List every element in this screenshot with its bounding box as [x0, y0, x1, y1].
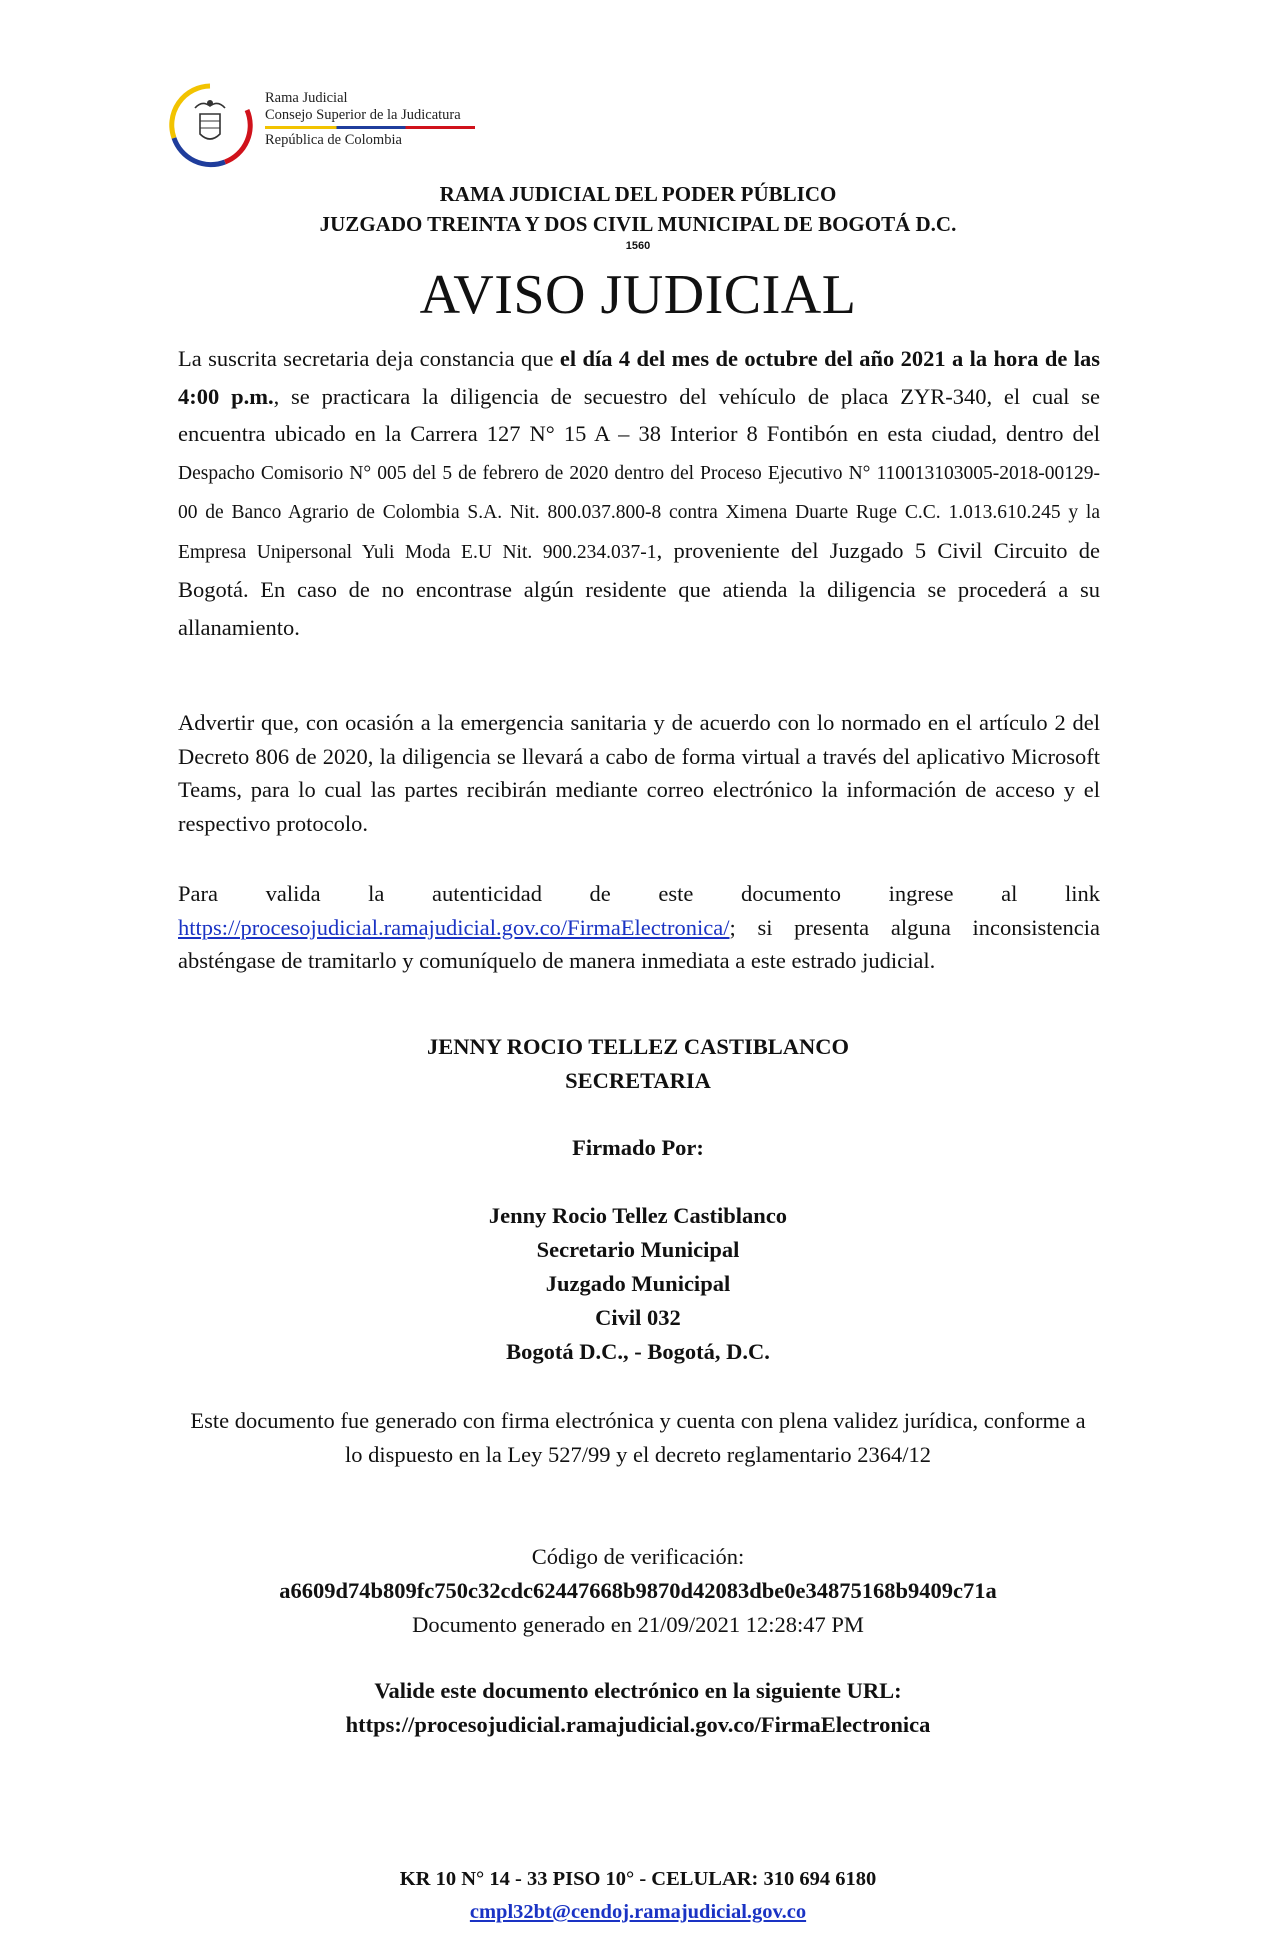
document-number: 1560	[625, 240, 651, 252]
paragraph-authenticity	[178, 877, 1100, 978]
legal-note	[190, 1404, 1086, 1472]
generated-date: Documento generado en 21/09/2021 12:28:47 PM	[412, 1612, 864, 1637]
signer-name: JENNY ROCIO TELLEZ CASTIBLANCO	[427, 1034, 849, 1059]
signature-block	[0, 1030, 1276, 1098]
signer-role: SECRETARIA	[565, 1068, 711, 1093]
logo-line-1: Rama Judicial	[265, 90, 348, 106]
header-line-2: JUZGADO TREINTA Y DOS CIVIL MUNICIPAL DE BOGOTÁ D.C.	[319, 212, 957, 236]
p1-date-time: el día 4 del mes de octubre del año 2021 a la hora de las 4:00 p.m.	[178, 346, 1100, 409]
p3-text-a: Para valida la autenticidad de este documento ingrese al link	[178, 881, 1100, 906]
signed-by-city: Bogotá D.C., - Bogotá, D.C.	[506, 1339, 770, 1364]
validate-label: Valide este documento electrónico en la siguiente URL:	[374, 1678, 902, 1703]
p1-text-e: , proveniente del Juzgado 5 Civil Circuito de Bogotá. En caso de no encontrase algún residente que atienda la diligencia se procederá a su allanamiento.	[178, 537, 1100, 640]
logo-line-2: Consejo Superior de la Judicatura	[265, 107, 461, 123]
rama-judicial-logo	[165, 80, 495, 180]
verification-code: a6609d74b809fc750c32cdc62447668b9870d42083dbe0e34875168b9409c71a	[279, 1578, 997, 1603]
coat-of-arms-icon	[165, 80, 255, 170]
signed-by-block	[0, 1199, 1276, 1369]
authenticity-link[interactable]: https://procesojudicial.ramajudicial.gov.co/FirmaElectronica/	[178, 914, 730, 940]
signed-by-name: Jenny Rocio Tellez Castiblanco	[488, 1203, 788, 1228]
verification-label: Código de verificación:	[531, 1544, 745, 1569]
p3-text-b: ; si presenta alguna inconsistencia absténgase de tramitarlo y comuníquelo de manera inmediata a este estrado judicial.	[178, 914, 1100, 973]
validate-block	[0, 1674, 1276, 1742]
paragraph-virtual-hearing: Advertir que, con ocasión a la emergencia sanitaria y de acuerdo con lo normado en el artículo 2 del Decreto 806 de 2020, la diligencia se llevará a cabo de forma virtual a través del aplicativo Microsoft Teams, para lo cual las partes recibirán mediante correo electrónico la información de acceso y el respectivo protocolo.	[178, 710, 1100, 836]
logo-line-3: República de Colombia	[265, 132, 402, 148]
signed-by-court-number: Civil 032	[595, 1305, 681, 1330]
validate-url: https://procesojudicial.ramajudicial.gov.co/FirmaElectronica	[345, 1712, 931, 1737]
p1-text-c: , se practicara la diligencia de secuestro del vehículo de placa ZYR-340, el cual se encuentra ubicado en la Carrera 127 N° 15 A – 38 Interior 8 Fontibón en esta ciudad, dentro del	[178, 383, 1100, 446]
p1-text-a: La suscrita secretaria deja constancia que	[178, 346, 560, 371]
page-title: AVISO JUDICIAL	[419, 264, 857, 326]
signed-by-court: Juzgado Municipal	[545, 1271, 731, 1296]
header-line-1: RAMA JUDICIAL DEL PODER PÚBLICO	[439, 182, 837, 206]
verification-block	[0, 1540, 1276, 1642]
signed-by-position: Secretario Municipal	[536, 1237, 740, 1262]
footer-email-link[interactable]: cmpl32bt@cendoj.ramajudicial.gov.co	[469, 1901, 807, 1923]
p1-process-details: Despacho Comisorio N° 005 del 5 de febrero de 2020 dentro del Proceso Ejecutivo N° 110013103005-2018-00129-00 de Banco Agrario de Colombia S.A. Nit. 800.037.800-8 contra Ximena Duarte Ruge C.C. 1.013.610.245 y la Empresa Unipersonal Yuli Moda E.U Nit. 900.234.037-1	[178, 462, 1100, 563]
flag-rule	[265, 126, 475, 129]
paragraph-notice	[178, 340, 1100, 646]
logo-text	[265, 90, 475, 149]
footer-address: KR 10 N° 14 - 33 PISO 10° - CELULAR: 310 694 6180	[399, 1868, 877, 1890]
signed-by-label: Firmado Por:	[572, 1135, 704, 1160]
footer	[0, 1863, 1276, 1929]
legal-note-text: Este documento fue generado con firma electrónica y cuenta con plena validez jurídica, conforme a lo dispuesto en la Ley 527/99 y el decreto reglamentario 2364/12	[190, 1408, 1086, 1467]
